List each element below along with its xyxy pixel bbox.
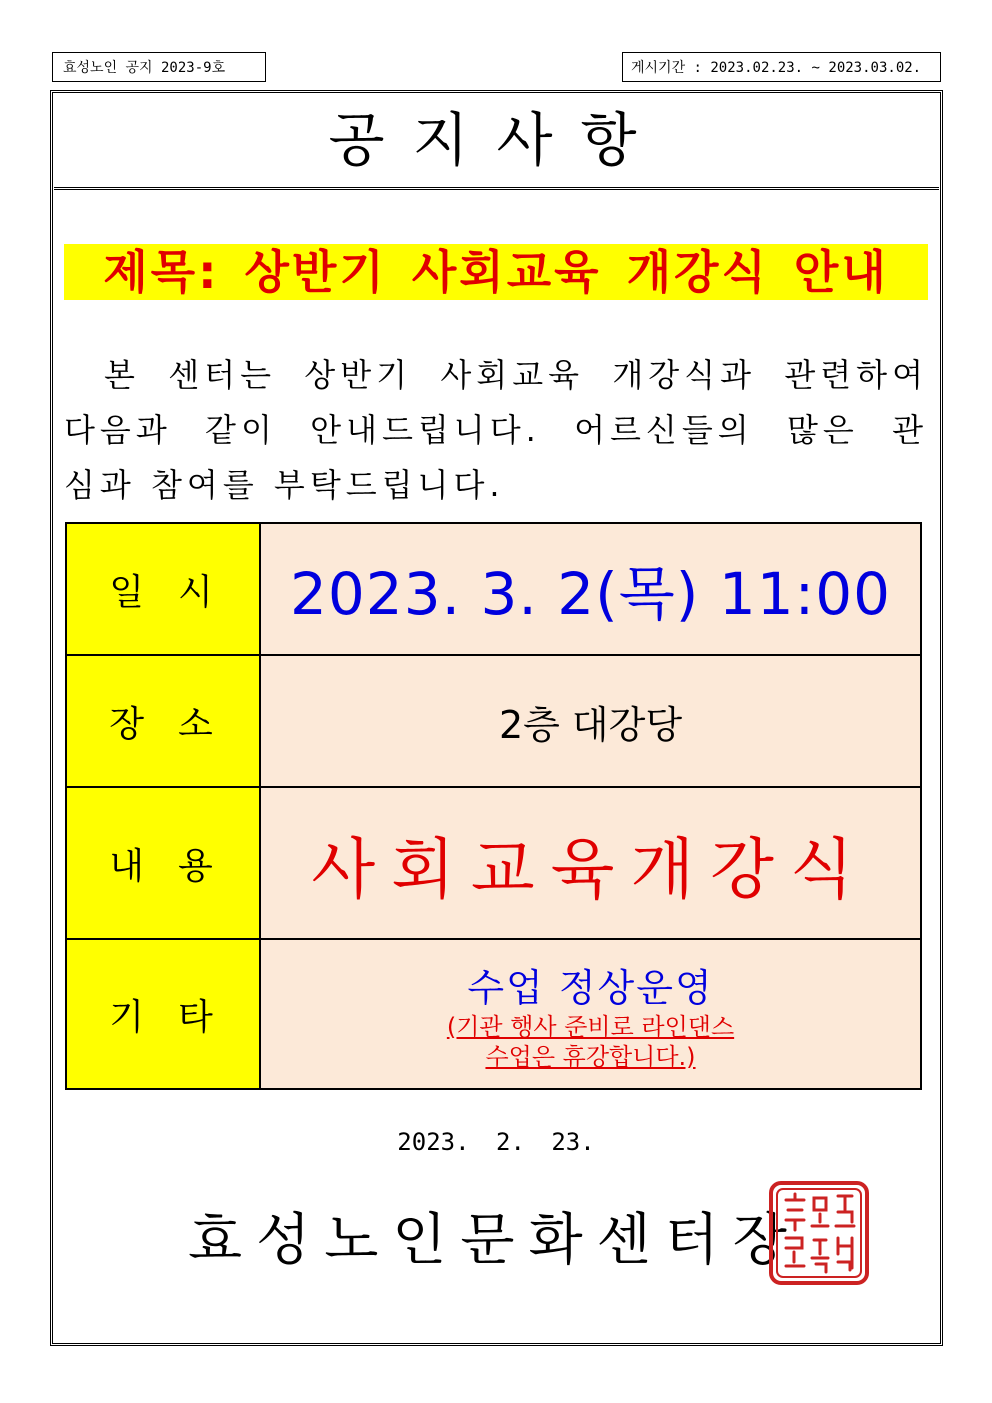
official-seal-icon — [768, 1180, 870, 1286]
event-place: 2층 대강당 — [498, 702, 683, 747]
notice-subject: 제목: 상반기 사회교육 개강식 안내 — [64, 244, 928, 300]
value-content — [260, 787, 921, 939]
table-row — [66, 655, 921, 787]
event-datetime: 2023. 3. 2(목) 11:00 — [289, 560, 892, 628]
body-line: 심과 참여를 부탁드립니다. — [64, 466, 505, 504]
label-etc: 기타 — [66, 939, 260, 1089]
etc-note-line1: (기관 행사 준비로 라인댄스 — [446, 1012, 735, 1041]
label-datetime: 일시 — [66, 523, 260, 655]
label-content: 내용 — [66, 787, 260, 939]
body-line: 본 센터는 상반기 사회교육 개강식과 관련하여 — [104, 356, 928, 394]
etc-note-line2: 수업은 휴강합니다.) — [485, 1042, 696, 1071]
table-row — [66, 787, 921, 939]
page-title: 공지사항 — [54, 94, 939, 190]
label-place: 장소 — [66, 655, 260, 787]
table-row — [66, 523, 921, 655]
value-datetime — [260, 523, 921, 655]
table-row — [66, 939, 921, 1089]
document-date: 2023. 2. 23. — [397, 1128, 595, 1156]
posting-period: 게시기간 : 2023.02.23. ~ 2023.03.02. — [622, 52, 941, 82]
event-content: 사회교육개강식 — [311, 830, 870, 908]
notice-body — [64, 348, 928, 513]
etc-main: 수업 정상운영 — [467, 965, 714, 1010]
info-table — [65, 522, 922, 1090]
issuer-name: 효성노인문화센터장 — [188, 1208, 801, 1273]
value-etc — [260, 939, 921, 1089]
value-place — [260, 655, 921, 787]
body-line: 다음과 같이 안내드립니다. 어르신들의 많은 관 — [64, 411, 928, 449]
notice-number: 효성노인 공지 2023-9호 — [52, 52, 266, 82]
